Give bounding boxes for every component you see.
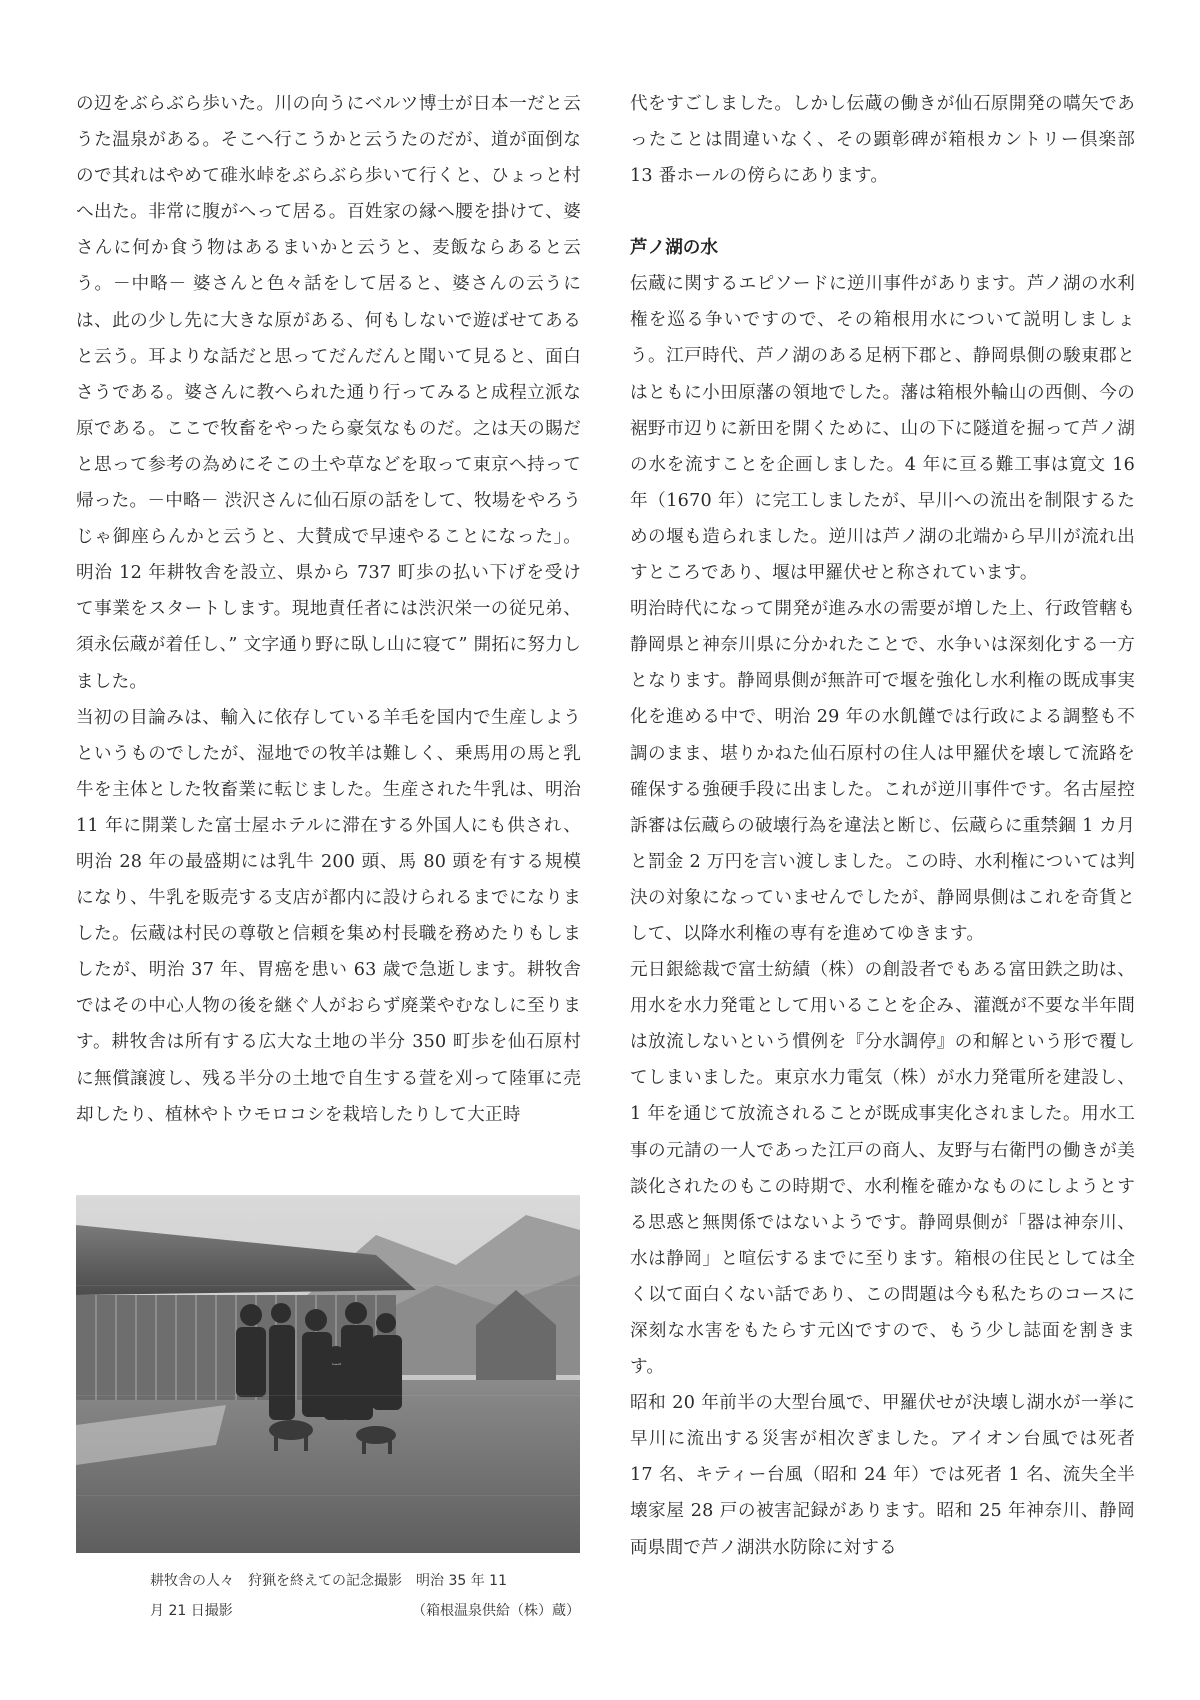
photo-caption xyxy=(150,1566,580,1626)
body-paragraph: 昭和 20 年前半の大型台風で、甲羅伏せが決壊し湖水が一挙に早川に流出する災害が相次ぎました。アイオン台風では死者 17 名、キティー台風（昭和 24 年）では死者 1 名、流失全半壊家屋 28 戸の被害記録があります。昭和 25 年神奈川、静岡両県間で芦ノ湖洪水防除に対する xyxy=(630,1393,1135,1558)
photo-illustration xyxy=(76,1195,580,1553)
body-paragraph: の辺をぶらぶら歩いた。川の向うにベルツ博士が日本一だと云うた温泉がある。そこへ行こうかと云うたのだが、道が面倒なので其れはやめて碓氷峠をぶらぶら歩いて行くと、ひょっと村へ出た。非常に腹がへって居る。百姓家の縁へ腰を掛けて、婆さんに何か食う物はあるまいかと云うと、麦飯ならあると云う。－中略－ 婆さんと色々話をして居ると、婆さんの云うには、此の少し先に大きな原がある、何もしないで遊ばせてあると云う。耳よりな話だと思ってだんだんと聞いて見ると、面白さうである。婆さんに教へられた通り行ってみると成程立派な原である。ここで牧畜をやったら豪気なものだ。之は天の賜だと思って参考の為めにそこの土や草などを取って東京へ持って帰った。－中略－ 渋沢さんに仙石原の話をして、牧場をやろうじゃ御座らんかと云うと、大賛成で早速やることになった」。 明治 12 年耕牧舎を設立、県から 737 町歩の払い下げを受けて事業をスタートします。現地責任者には渋沢栄一の従兄弟、須永伝蔵が着任し、” 文字通り野に臥し山に寝て” 開拓に努力しました。 xyxy=(76,94,581,692)
caption-line-1: 耕牧舎の人々 狩猟を終えての記念撮影 明治 35 年 11 xyxy=(150,1573,507,1589)
body-paragraph: 元日銀総裁で富士紡績（株）の創設者でもある富田鉄之助は、用水を水力発電として用いることを企み、灌漑が不要な半年間は放流しないという慣例を『分水調停』の和解という形で覆してしまいました。東京水力電気（株）が水力発電所を建設し、1 年を通じて放流されることが既成事実化されました。用水工事の元請の一人であった江戸の商人、友野与右衛門の働きが美談化されたのもこの時期で、水利権を確かなものにしようとする思惑と無関係ではないようです。静岡県側が「器は神奈川、水は静岡」と喧伝するまでに至ります。箱根の住民としては全く以て面白くない話であり、この問題は今も私たちのコースに深刻な水害をもたらす元凶ですので、もう少し誌面を割きます。 xyxy=(630,960,1135,1378)
left-column xyxy=(76,86,581,1133)
caption-line-2 xyxy=(150,1596,580,1626)
body-paragraph: 明治時代になって開発が進み水の需要が増した上、行政管轄も静岡県と神奈川県に分かれたことで、水争いは深刻化する一方となります。静岡県側が無許可で堰を強化し水利権の既成事実化を進める中で、明治 29 年の水飢饉では行政による調整も不調のまま、堪りかねた仙石原村の住人は甲羅伏を壊して流路を確保する強硬手段に出ました。これが逆川事件です。名古屋控訴審は伝蔵らの破壊行為を違法と断じ、伝蔵らに重禁錮 1 カ月と罰金 2 万円を言い渡しました。この時、水利権については判決の対象になっていませんでしたが、静岡県側はこれを奇貨として、以降水利権の専有を進めてゆきます。 xyxy=(630,599,1135,944)
caption-date: 月 21 日撮影 xyxy=(150,1603,233,1619)
body-paragraph: 代をすごしました。しかし伝蔵の働きが仙石原開発の嚆矢であったことは間違いなく、その顕彰碑が箱根カントリー倶楽部 13 番ホールの傍らにあります。 xyxy=(630,94,1135,187)
right-column xyxy=(630,86,1135,1566)
historical-photo xyxy=(76,1195,580,1553)
body-paragraph: 当初の目論みは、輸入に依存している羊毛を国内で生産しようというものでしたが、湿地での牧羊は難しく、乗馬用の馬と乳牛を主体とした牧畜業に転じました。生産された牛乳は、明治 11 年に開業した富士屋ホテルに滞在する外国人にも供され、明治 28 年の最盛期には乳牛 200 頭、馬 80 頭を有する規模になり、牛乳を販売する支店が都内に設けられるまでになりました。伝蔵は村民の尊敬と信頼を集め村長職を務めたりもしましたが、明治 37 年、胃癌を患い 63 歳で急逝します。耕牧舎ではその中心人物の後を継ぐ人がおらず廃業やむなしに至ります。耕牧舎は所有する広大な土地の半分 350 町歩を仙石原村に無償譲渡し、残る半分の土地で自生する萱を刈って陸軍に売却したり、植林やトウモロコシを栽培したりして大正時 xyxy=(76,707,581,1125)
spacer xyxy=(630,194,1135,230)
body-paragraph: 伝蔵に関するエピソードに逆川事件があります。芦ノ湖の水利権を巡る争いですので、その箱根用水について説明しましょう。江戸時代、芦ノ湖のある足柄下郡と、静岡県側の駿東郡とはともに小田原藩の領地でした。藩は箱根外輪山の西側、今の裾野市辺りに新田を開くために、山の下に隧道を掘って芦ノ湖の水を流すことを企画しました。4 年に亘る難工事は寛文 16 年（1670 年）に完工しましたが、早川への流出を制限するための堰も造られました。逆川は芦ノ湖の北端から早川が流れ出すところであり、堰は甲羅伏せと称されています。 xyxy=(630,274,1135,584)
section-heading: 芦ノ湖の水 xyxy=(630,238,718,259)
caption-credit: （箱根温泉供給（株）蔵） xyxy=(412,1603,580,1619)
